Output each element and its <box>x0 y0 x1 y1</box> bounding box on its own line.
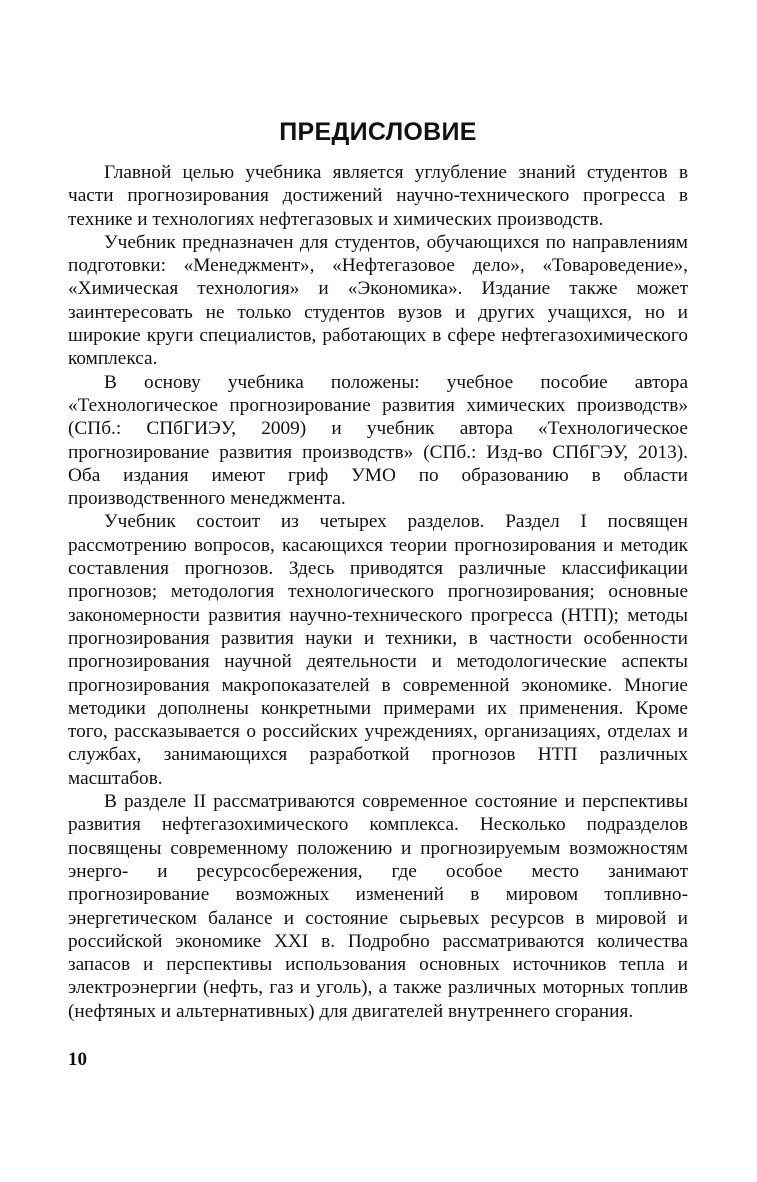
page-number: 10 <box>68 1049 87 1070</box>
paragraph-4: Учебник состоит из четырех разделов. Раздел I посвящен рассмотрению вопросов, касающихся теории прогнозирования и методик составления прогнозов. Здесь приводятся различные классификации прогнозов; методология технологического прогнозирования; основные закономерности развития научно-технического прогресса (НТП); методы прогнозирования развития науки и техники, в частности особенности прогнозирования научной деятельности и методологические аспекты прогнозирования макропоказателей в современной экономике. Многие методики дополнены конкретными примерами их применения. Кроме того, рассказывается о российских учреждениях, организациях, отделах и службах, занимающихся разработкой прогнозов НТП различных масштабов. <box>68 511 688 789</box>
page-content <box>68 118 688 1023</box>
paragraph-3: В основу учебника положены: учебное пособие автора «Технологическое прогнозирование развития химических производств» (СПб.: СПбГИЭУ, 2009) и учебник автора «Технологическое прогнозирование развития производств» (СПб.: Изд-во СПбГЭУ, 2013). Оба издания имеют гриф УМО по образованию в области производственного менеджмента. <box>68 371 688 510</box>
paragraph-5: В разделе II рассматриваются современное состояние и перспективы развития нефтегазохимического комплекса. Несколько подразделов посвящены современному положению и прогнозируемым возможностям энерго- и ресурсосбережения, где особое место занимают прогнозирование возможных изменений в мировом топливно-энергетическом балансе и состояние сырьевых ресурсов в мировой и российской экономике XXI в. Подробно рассматриваются количества запасов и перспективы использования основных источников тепла и электроэнергии (нефть, газ и уголь), а также различных моторных топлив (нефтяных и альтернативных) для двигателей внутреннего сгорания. <box>68 791 688 1022</box>
paragraph-2: Учебник предназначен для студентов, обучающихся по направлениям подготовки: «Менеджмент», «Нефтегазовое дело», «Товароведение», «Химическая технология» и «Экономика». Издание также может заинтересовать не только студентов вузов и других учащихся, но и широкие круги специалистов, работающих в сфере нефтегазохимического комплекса. <box>68 231 688 370</box>
page-title: ПРЕДИСЛОВИЕ <box>279 118 477 146</box>
paragraph-1: Главной целью учебника является углубление знаний студентов в части прогнозирования достижений научно-технического прогресса в технике и технологиях нефтегазовых и химических производств. <box>68 162 688 230</box>
